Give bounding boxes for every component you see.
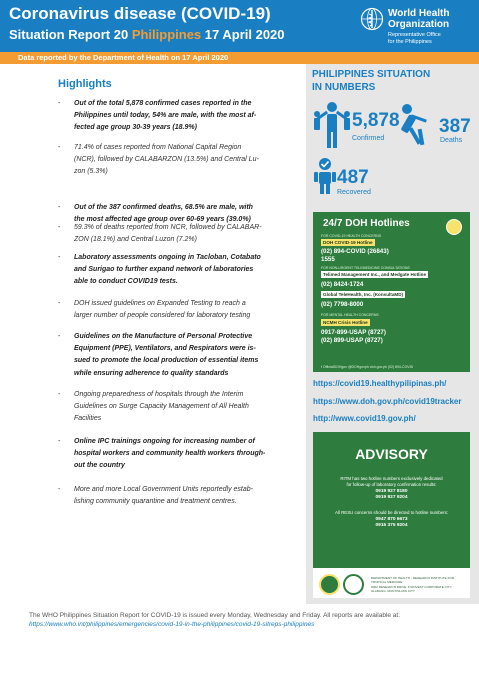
hotline-caption: FOR NON-URGENT TELEMEDICINE CONSULTATIONS <box>321 266 410 270</box>
hotline-caption: FOR COVID-19 HEALTH CONCERNS <box>321 234 382 238</box>
hotlines-card <box>313 212 470 372</box>
report-date: 17 April 2020 <box>204 27 285 42</box>
deaths-label: Deaths <box>440 137 463 144</box>
highlights-list <box>58 484 290 508</box>
doh-seal-icon <box>446 219 462 235</box>
hotline-number[interactable]: (02) 894-COVID (26843) <box>321 248 389 255</box>
highlights-list <box>58 298 290 322</box>
highlight-item: - Ongoing preparedness of hospitals through the Interim Guidelines on Surge Capacity Management of All Health Facilities <box>58 391 249 423</box>
advisory-text: RITM has two hotline numbers exclusively dedicated <box>340 476 443 481</box>
advisory-text: for follow-up of laboratory confirmation results: <box>346 482 437 487</box>
highlight-item: - 71.4% of cases reported from National Capital Region (NCR), followed by CALABARZON (13.5%) and Central Lu- zon (5.3%) <box>58 144 259 176</box>
advisory-number[interactable]: 0919 927 9204 <box>375 495 408 500</box>
highlights-heading: Highlights <box>58 78 112 90</box>
advisory-number[interactable]: 0919 927 8180 <box>375 489 408 494</box>
highlights-list <box>58 436 290 473</box>
confirmed-count: 5,878 <box>352 110 400 131</box>
link-covid19-gov[interactable]: http://www.covid19.gov.ph/ <box>313 414 416 423</box>
hotlines-title: 24/7 DOH Hotlines <box>323 218 410 229</box>
advisory-footer <box>313 568 470 598</box>
report-country: Philippines <box>131 27 202 42</box>
hotline-badge: Telimed Management Inc., and Medgate Hotline <box>323 272 427 277</box>
report-number: Situation Report 20 <box>9 27 129 42</box>
highlights-list <box>58 222 290 246</box>
who-logo <box>360 7 475 49</box>
report-subtitle <box>9 27 285 42</box>
highlights-list <box>58 142 290 179</box>
who-name: World Health Organization <box>388 8 450 30</box>
confirmed-people-icon <box>312 100 352 152</box>
report-title: Coronavirus disease (COVID-19) <box>9 4 271 23</box>
deaths-person-icon <box>399 103 435 149</box>
footer-text: The WHO Philippines Situation Report for COVID-19 is issued every Monday, Wednesday and Friday. All reports are available at: <box>29 612 401 619</box>
advisory-number[interactable]: 0947 870 6673 <box>375 517 408 522</box>
report-header <box>0 0 479 52</box>
hotline-badge: Global TeleHealth, Inc. (KonsultaMD) <box>323 292 404 297</box>
highlight-item: - More and more Local Government Units reportedly estab- lishing community quarantine and treatment centres. <box>58 486 253 506</box>
situation-heading: PHILIPPINES SITUATION IN NUMBERS <box>312 69 431 93</box>
highlights-list <box>58 389 290 426</box>
hotline-caption: FOR MENTAL HEALTH CONCERNS <box>321 313 379 317</box>
hotline-number[interactable]: (02) 7798-8000 <box>321 301 364 308</box>
highlight-item: - DOH issued guidelines on Expanded Testing to reach a larger number of people considered for laboratory testing <box>58 300 251 320</box>
highlights-list <box>58 98 290 135</box>
advisory-number[interactable]: 0915 375 9204 <box>375 523 408 528</box>
recovered-person-icon <box>314 158 336 194</box>
who-emblem-icon <box>360 7 384 31</box>
hotline-badge: NCMH Crisis Hotline <box>323 320 368 325</box>
hotline-badge: DOH COVID-19 Hotline <box>323 240 373 245</box>
recovered-count: 487 <box>337 167 369 188</box>
highlights-list <box>58 252 290 289</box>
highlight-item: - Guidelines on the Manufacture of Personal Protective Equipment (PPE), Ventilators, and Respirators were is- sued to promote the local production of essential items while ensuring adherence to quality standards <box>58 333 259 377</box>
recovered-label: Recovered <box>337 189 371 196</box>
data-source-text: Data reported by the Department of Health on 17 April 2020 <box>18 53 229 62</box>
highlight-item: - 59.3% of deaths reported from NCR, followed by CALABAR- ZON (18.1%) and Central Luzon (7.2%) <box>58 224 262 244</box>
hotline-number[interactable]: 1555 <box>321 256 335 263</box>
link-healthypilipinas[interactable]: https://covid19.healthypilipinas.ph/ <box>313 379 447 388</box>
deaths-count: 387 <box>439 116 471 137</box>
highlight-item: - Out of the 387 confirmed deaths, 68.5% are male, with the most affected age group over 60-69 years (39.0%) <box>58 204 253 224</box>
ritm-seal-icon <box>343 574 364 595</box>
advisory-text: All RESU concerns should be directed to hotline numbers: <box>335 510 448 515</box>
footer-link[interactable]: https://www.who.int/philippines/emergencies/covid-19-in-the-philippines/covid-19-sitreps-philippines <box>29 620 315 628</box>
hotline-number[interactable]: (02) 8424-1724 <box>321 281 364 288</box>
highlight-item: - Out of the total 5,878 confirmed cases reported in the Philippines until today, 54% are male, with the most af- fected age group 30-39 years (18.9%) <box>58 100 257 132</box>
highlight-item: - Online IPC trainings ongoing for increasing number of hospital workers and community health workers through- out the country <box>58 438 266 470</box>
advisory-card <box>313 432 470 598</box>
highlight-item: - Laboratory assessments ongoing in Tacloban, Cotabato and Surigao to further expand network of laboratories able to conduct COVID19 tests. <box>58 254 261 286</box>
advisory-footer-text: DEPARTMENT OF HEALTH - RESEARCH INSTITUTE FOR TROPICAL MEDICINE 9002 RESEARCH DRIVE, FILINVEST CORPORATE CITY, ALABANG, MUNTINLUPA CITY <box>371 576 455 593</box>
doh-seal-icon <box>319 574 340 595</box>
highlights-list <box>58 331 290 380</box>
who-office: Representative Office for the Philippines <box>388 32 441 45</box>
page-footer <box>29 612 454 630</box>
hotline-social: f OfficialDOHgov @DOHgovph doh.gov.ph (02) 894-COVID <box>321 365 414 369</box>
advisory-title: ADVISORY <box>355 446 428 462</box>
confirmed-label: Confirmed <box>352 135 385 142</box>
link-doh-tracker[interactable]: https://www.doh.gov.ph/covid19tracker <box>313 397 462 406</box>
hotline-number[interactable]: 0917-899-USAP (8727) <box>321 329 386 336</box>
hotline-number[interactable]: (02) 899-USAP (8727) <box>321 337 383 344</box>
